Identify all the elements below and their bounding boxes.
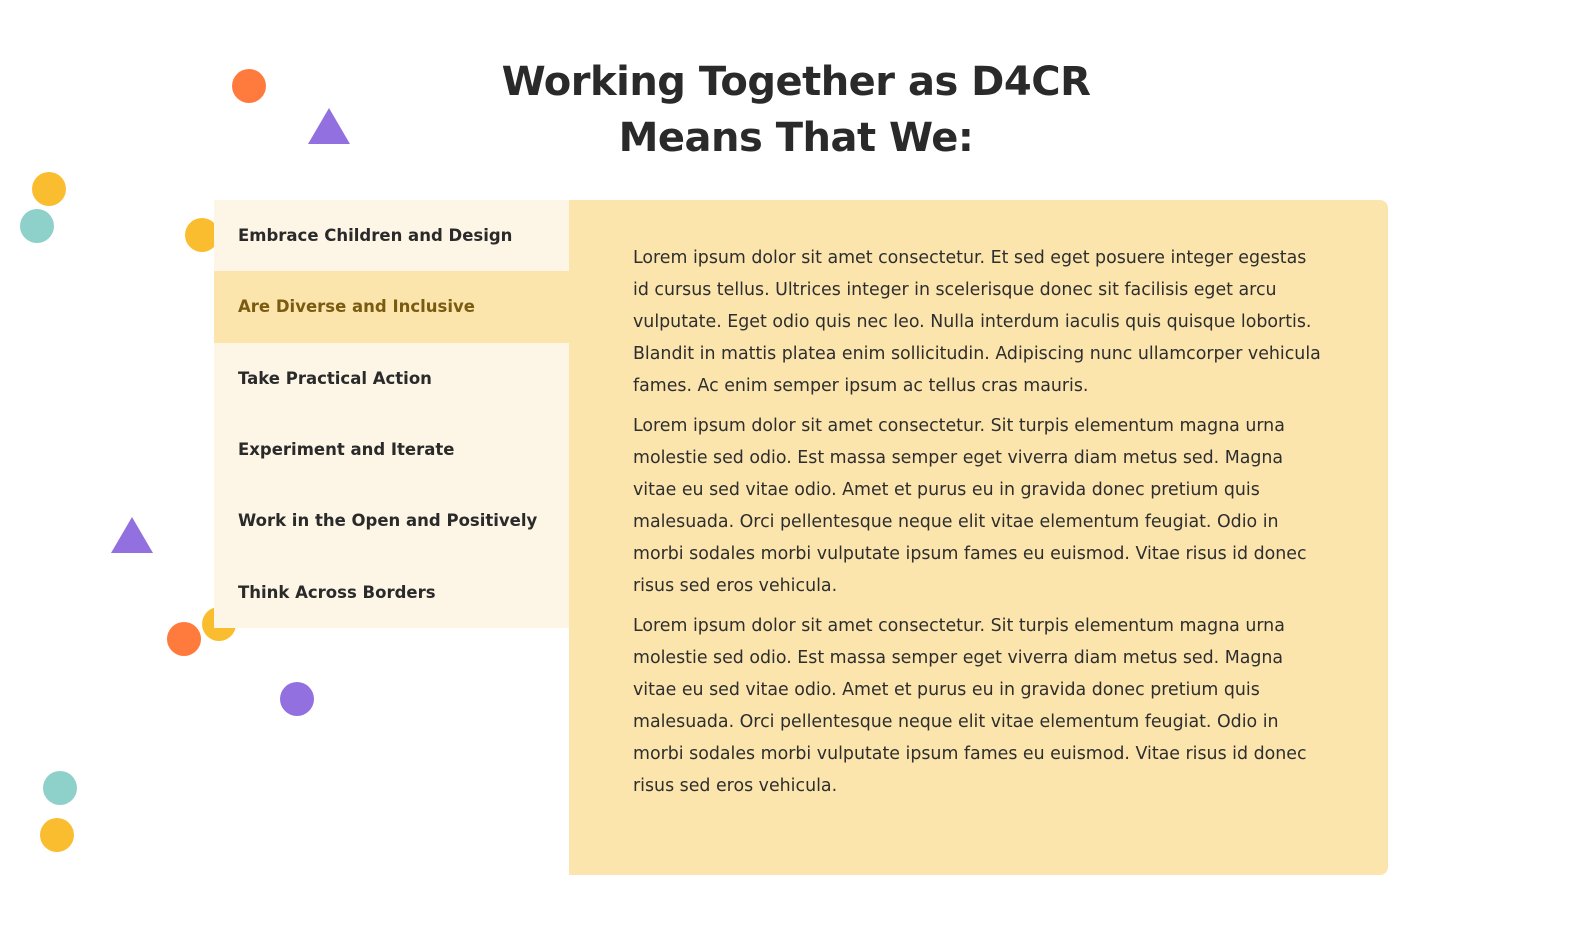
- page-title-line-2: Means That We:: [618, 115, 974, 161]
- page-title-line-1: Working Together as D4CR: [501, 59, 1091, 105]
- purple-triangle-decoration: [111, 517, 153, 553]
- tab-embrace-children-and-design[interactable]: Embrace Children and Design: [238, 226, 513, 246]
- content-paragraph: Lorem ipsum dolor sit amet consectetur. Sit turpis elementum magna urna molestie sed odio. Est massa semper eget viverra diam metus sed. Magna vitae eu sed vitae odio. Amet et purus eu in gravida donec pretium quis malesuada. Orci pellentesque neque elit vitae elementum feugiat. Odio in morbi sodales morbi vulputate ipsum fames eu euismod. Vitae risus id donec risus sed eros vehicula.: [633, 416, 1307, 596]
- teal-dot-decoration: [43, 771, 77, 805]
- orange-dot-decoration: [167, 622, 201, 656]
- content-paragraph: Lorem ipsum dolor sit amet consectetur. Sit turpis elementum magna urna molestie sed odio. Est massa semper eget viverra diam metus sed. Magna vitae eu sed vitae odio. Amet et purus eu in gravida donec pretium quis malesuada. Orci pellentesque neque elit vitae elementum feugiat. Odio in morbi sodales morbi vulputate ipsum fames eu euismod. Vitae risus id donec risus sed eros vehicula.: [633, 616, 1307, 796]
- page-title: [0, 54, 1592, 166]
- content-paragraph: Lorem ipsum dolor sit amet consectetur. Et sed eget posuere integer egestas id cursus tellus. Ultrices integer in scelerisque donec sit facilisis eget arcu vulputate. Eget odio quis nec leo. Nulla interdum iaculis quis quisque lobortis. Blandit in mattis platea enim sollicitudin. Adipiscing nunc ullamcorper vehicula fames. Ac enim semper ipsum ac tellus cras mauris.: [633, 248, 1321, 396]
- teal-dot-decoration: [20, 209, 54, 243]
- tab-take-practical-action[interactable]: Take Practical Action: [238, 368, 432, 388]
- yellow-dot-decoration: [40, 818, 74, 852]
- tab-are-diverse-and-inclusive[interactable]: Are Diverse and Inclusive: [214, 271, 569, 342]
- yellow-dot-decoration: [32, 172, 66, 206]
- tab-content-panel: [569, 200, 1388, 875]
- principles-tab-list: [214, 200, 569, 628]
- tab-work-in-the-open-and-positively[interactable]: Work in the Open and Positively: [238, 511, 538, 531]
- tab-think-across-borders[interactable]: Think Across Borders: [238, 582, 436, 602]
- purple-dot-decoration: [280, 682, 314, 716]
- tab-experiment-and-iterate[interactable]: Experiment and Iterate: [238, 440, 455, 460]
